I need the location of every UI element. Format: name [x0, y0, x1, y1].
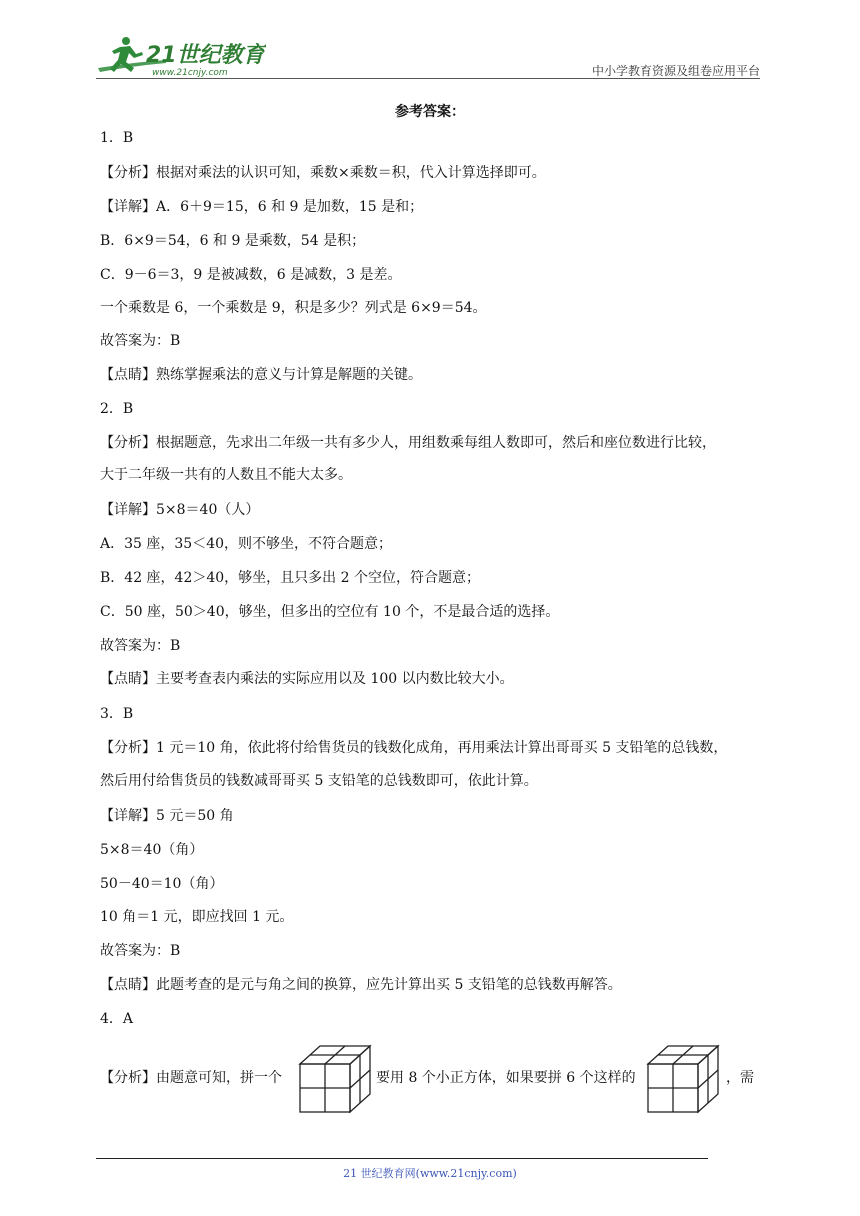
detail-line: C．9－6＝3，9 是被减数，6 是减数，3 是差。: [100, 267, 402, 283]
analysis-line: 然后用付给售货员的钱数减哥哥买 5 支铅笔的总钱数即可，依此计算。: [100, 773, 538, 789]
comment-line: 【点睛】熟练掌握乘法的意义与计算是解题的关键。: [100, 367, 422, 383]
answer-line: 故答案为：B: [100, 333, 181, 349]
page-footer: 21 世纪教育网(www.21cnjy.com): [343, 1167, 517, 1180]
detail-line: 50－40＝10（角）: [100, 876, 224, 892]
analysis-line: 【分析】根据对乘法的认识可知，乘数×乘数＝积，代入计算选择即可。: [100, 165, 546, 181]
detail-line: 10 角＝1 元，即应找回 1 元。: [100, 909, 294, 925]
analysis-text-part1: 【分析】由题意可知，拼一个: [100, 1070, 282, 1086]
footer-divider: [96, 1158, 708, 1159]
analysis-text-part2: 要用 8 个小正方体，如果要拼 6 个这样的: [376, 1070, 636, 1086]
detail-line: 一个乘数是 6，一个乘数是 9，积是多少？列式是 6×9＝54。: [100, 300, 487, 316]
question-number: 3．B: [100, 706, 134, 722]
detail-line: A．35 座，35＜40，则不够坐，不符合题意；: [100, 536, 393, 552]
analysis-line: 大于二年级一共有的人数且不能大太多。: [100, 467, 352, 483]
answer-line: 故答案为：B: [100, 943, 181, 959]
cube-2x2x2-figure: [646, 1044, 722, 1114]
svg-text:www.21cnjy.com: www.21cnjy.com: [152, 68, 228, 78]
analysis-line: 【分析】1 元＝10 角，依此将付给售货员的钱数化成角，再用乘法计算出哥哥买 5 支铅笔的总钱数，: [100, 740, 728, 756]
comment-line: 【点睛】主要考查表内乘法的实际应用以及 100 以内数比较大小。: [100, 671, 514, 687]
svg-text:21世纪教育: 21世纪教育: [146, 43, 265, 68]
comment-line: 【点睛】此题考查的是元与角之间的换算，应先计算出买 5 支铅笔的总钱数再解答。: [100, 977, 622, 993]
logo-21cnjy: [96, 32, 266, 80]
answer-title: 参考答案：: [395, 104, 465, 120]
detail-line: 【详解】5×8＝40（人）: [100, 502, 260, 518]
detail-line: C．50 座，50＞40，够坐，但多出的空位有 10 个，不是最合适的选择。: [100, 604, 560, 620]
question-number: 1．B: [100, 130, 134, 146]
detail-line: B．6×9＝54，6 和 9 是乘数，54 是积；: [100, 233, 366, 249]
question-number: 2．B: [100, 401, 134, 417]
answer-line: 故答案为：B: [100, 638, 181, 654]
detail-line: B．42 座，42＞40，够坐，且只多出 2 个空位，符合题意；: [100, 570, 480, 586]
analysis-line: 【分析】根据题意，先求出二年级一共有多少人，用组数乘每组人数即可，然后和座位数进行比较，: [100, 435, 716, 451]
analysis-with-figures: [100, 1044, 760, 1116]
question-number: 4．A: [100, 1011, 134, 1027]
detail-line: 5×8＝40（角）: [100, 842, 204, 858]
analysis-text-part3: ，需: [726, 1070, 754, 1086]
detail-line: 【详解】5 元＝50 角: [100, 808, 234, 824]
platform-name: 中小学教育资源及组卷应用平台: [591, 64, 760, 78]
detail-line: 【详解】A．6＋9＝15，6 和 9 是加数，15 是和；: [100, 199, 424, 215]
header-divider: [96, 78, 760, 79]
page-header: [96, 28, 760, 80]
cube-2x2x2-figure: [298, 1044, 374, 1114]
